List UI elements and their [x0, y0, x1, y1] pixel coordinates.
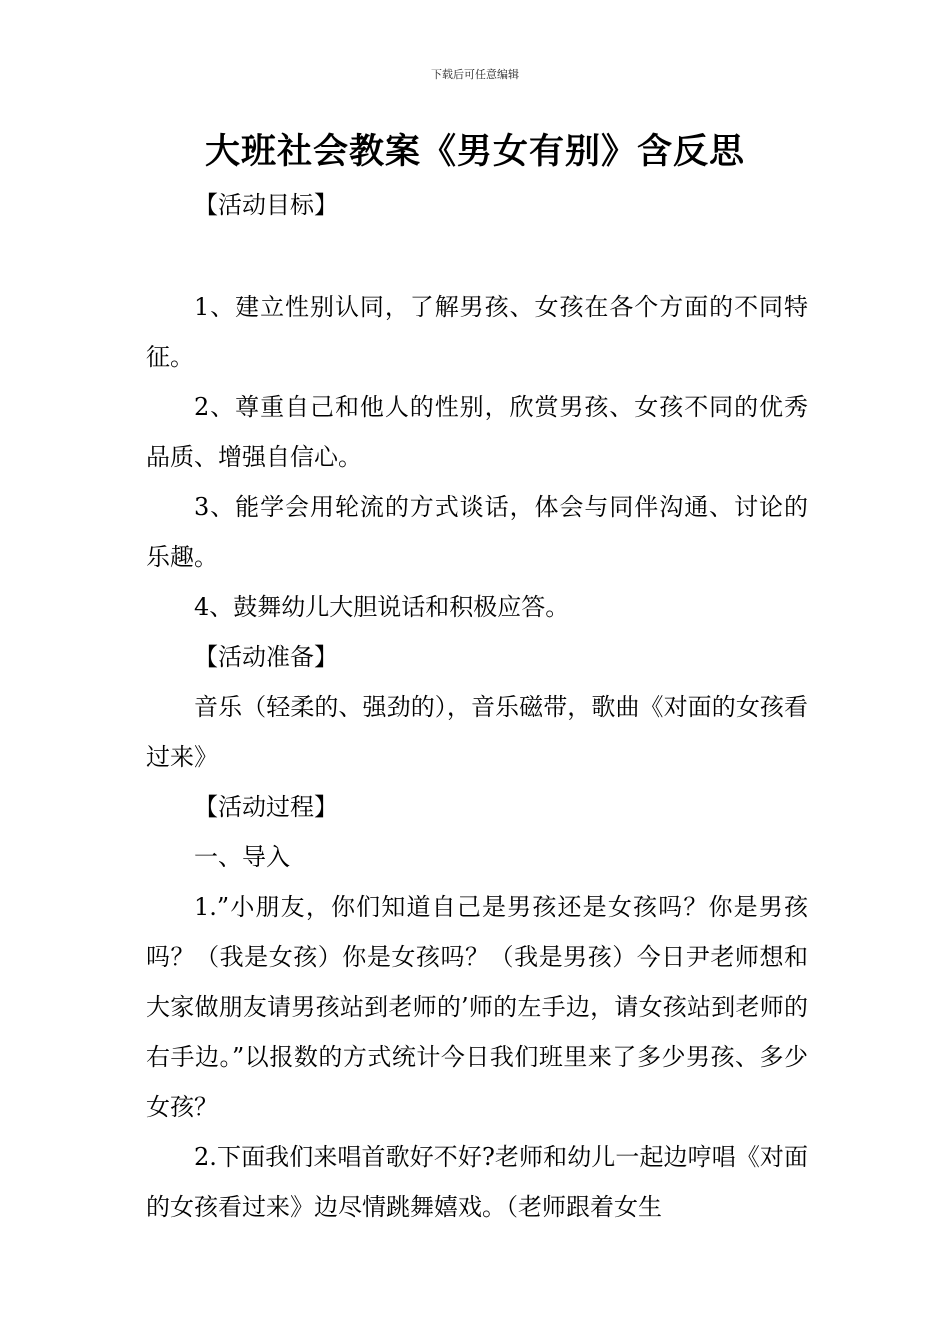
header-note: 下载后可任意编辑 [431, 68, 519, 81]
goal-item-4: 4、鼓舞幼儿大胆说话和积极应答。 [194, 593, 570, 621]
section-heading-process: 【活动过程】 [194, 793, 338, 821]
process-subheading-intro: 一、导入 [194, 843, 290, 871]
process-item-2: 2.下面我们来唱首歌好不好?老师和幼儿一起边哼唱《对面的女孩看过来》边尽情跳舞嬉戏。（老师跟着女生 [146, 1143, 808, 1221]
process-item-1: 1.”小朋友，你们知道自己是男孩还是女孩吗？你是男孩吗？（我是女孩）你是女孩吗？（我是男孩）今日尹老师想和大家做朋友请男孩站到老师的’师的左手边，请女孩站到老师的右手边。”以报数的方式统计今日我们班里来了多少男孩、多少女孩？ [146, 893, 808, 1121]
document-body [146, 180, 808, 1232]
goal-item-2: 2、尊重自己和他人的性别，欣赏男孩、女孩不同的优秀品质、增强自信心。 [146, 393, 808, 471]
goal-item-3: 3、能学会用轮流的方式谈话，体会与同伴沟通、讨论的乐趣。 [146, 493, 808, 571]
goal-item-1: 1、建立性别认同，了解男孩、女孩在各个方面的不同特征。 [146, 293, 808, 371]
section-heading-preparation: 【活动准备】 [194, 643, 338, 671]
section-heading-goals: 【活动目标】 [194, 191, 338, 219]
blank-line [146, 230, 808, 282]
preparation-text: 音乐（轻柔的、强劲的），音乐磁带，歌曲《对面的女孩看过来》 [146, 693, 808, 771]
document-title: 大班社会教案《男女有别》含反思 [204, 132, 745, 172]
